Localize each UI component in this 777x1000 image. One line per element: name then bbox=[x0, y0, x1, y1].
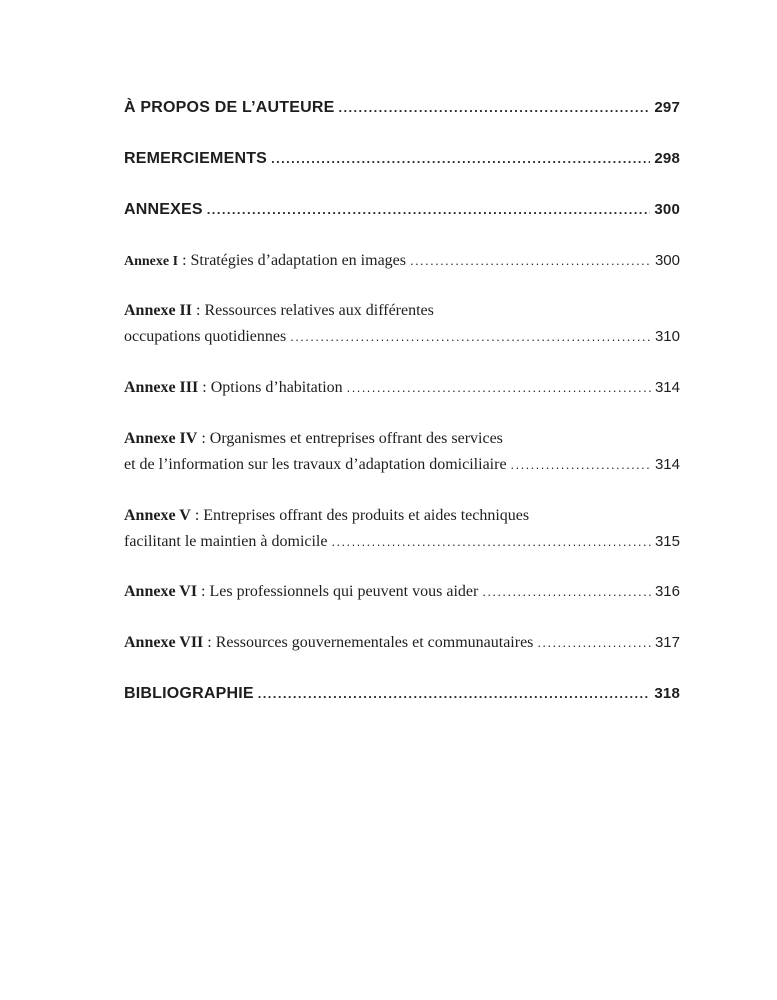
annexe-label: Annexe VII bbox=[124, 634, 204, 651]
toc-entry-bibliographie[interactable] bbox=[124, 685, 680, 711]
page-number: 314 bbox=[654, 379, 680, 396]
annexe-label: Annexe I bbox=[124, 254, 179, 269]
dot-leader bbox=[347, 380, 651, 395]
annexe-title: Options d’habitation bbox=[210, 379, 343, 396]
separator: : bbox=[192, 302, 205, 319]
toc-entry-text bbox=[124, 302, 434, 320]
page-number: 297 bbox=[654, 99, 680, 116]
page-number: 316 bbox=[654, 583, 680, 600]
page-number: 298 bbox=[654, 150, 680, 167]
separator: : bbox=[203, 634, 216, 651]
page-number: 300 bbox=[654, 252, 680, 269]
annexe-label: Annexe IV bbox=[124, 430, 198, 447]
toc-entry-annexes[interactable] bbox=[124, 201, 680, 227]
toc-title: À PROPOS DE L’AUTEURE bbox=[124, 99, 335, 116]
page-number: 310 bbox=[654, 328, 680, 345]
toc-entry-annexe-2[interactable] bbox=[124, 302, 680, 354]
toc-title: REMERCIEMENTS bbox=[124, 150, 268, 167]
annexe-label: Annexe III bbox=[124, 379, 199, 396]
annexe-title: Ressources relatives aux différentes bbox=[204, 302, 434, 319]
page-number: 315 bbox=[654, 533, 680, 550]
dot-leader bbox=[258, 686, 651, 701]
annexe-title-continued: facilitant le maintien à domicile bbox=[124, 533, 328, 550]
separator: : bbox=[197, 430, 210, 447]
page-number: 318 bbox=[654, 685, 680, 702]
toc-entry-text bbox=[124, 379, 343, 397]
annexe-title: Ressources gouvernementales et communautaires bbox=[215, 634, 534, 651]
toc-entry-annexe-5[interactable] bbox=[124, 507, 680, 559]
annexe-label: Annexe II bbox=[124, 302, 193, 319]
toc-entry-remerciements[interactable] bbox=[124, 150, 680, 176]
annexe-label: Annexe V bbox=[124, 507, 191, 524]
annexe-title: Organismes et entreprises offrant des services bbox=[209, 430, 503, 447]
toc-entry-text bbox=[124, 583, 478, 601]
toc-entry-text bbox=[124, 430, 503, 448]
toc-entry-annexe-4[interactable] bbox=[124, 430, 680, 482]
dot-leader bbox=[271, 151, 650, 166]
dot-leader bbox=[482, 584, 651, 599]
dot-leader bbox=[338, 100, 650, 115]
dot-leader bbox=[207, 202, 651, 217]
annexe-title: Les professionnels qui peuvent vous aider bbox=[209, 583, 479, 600]
dot-leader bbox=[537, 635, 651, 650]
separator: : bbox=[197, 583, 210, 600]
dot-leader bbox=[511, 457, 651, 472]
annexe-title-continued: occupations quotidiennes bbox=[124, 328, 287, 345]
annexe-title: Entreprises offrant des produits et aides techniques bbox=[203, 507, 530, 524]
toc-entry-text bbox=[124, 252, 406, 270]
dot-leader bbox=[331, 534, 650, 549]
toc-entry-annexe-1[interactable] bbox=[124, 252, 680, 278]
toc-entry-text bbox=[124, 634, 533, 652]
annexe-title-continued: et de l’information sur les travaux d’adaptation domiciliaire bbox=[124, 456, 507, 473]
separator: : bbox=[198, 379, 211, 396]
toc-entry-annexe-6[interactable] bbox=[124, 583, 680, 609]
annexe-title: Stratégies d’adaptation en images bbox=[190, 252, 406, 269]
toc-title: BIBLIOGRAPHIE bbox=[124, 685, 254, 702]
separator: : bbox=[178, 252, 191, 269]
toc-title: ANNEXES bbox=[124, 201, 203, 218]
toc-entry-annexe-7[interactable] bbox=[124, 634, 680, 660]
toc-entry-text bbox=[124, 507, 529, 525]
page-number: 317 bbox=[654, 634, 680, 651]
annexe-label: Annexe VI bbox=[124, 583, 198, 600]
page-number: 314 bbox=[654, 456, 680, 473]
toc-entry-annexe-3[interactable] bbox=[124, 379, 680, 405]
dot-leader bbox=[410, 253, 651, 268]
dot-leader bbox=[290, 329, 651, 344]
toc-entry-apropos[interactable] bbox=[124, 99, 680, 125]
page-number: 300 bbox=[654, 201, 680, 218]
separator: : bbox=[190, 507, 204, 524]
